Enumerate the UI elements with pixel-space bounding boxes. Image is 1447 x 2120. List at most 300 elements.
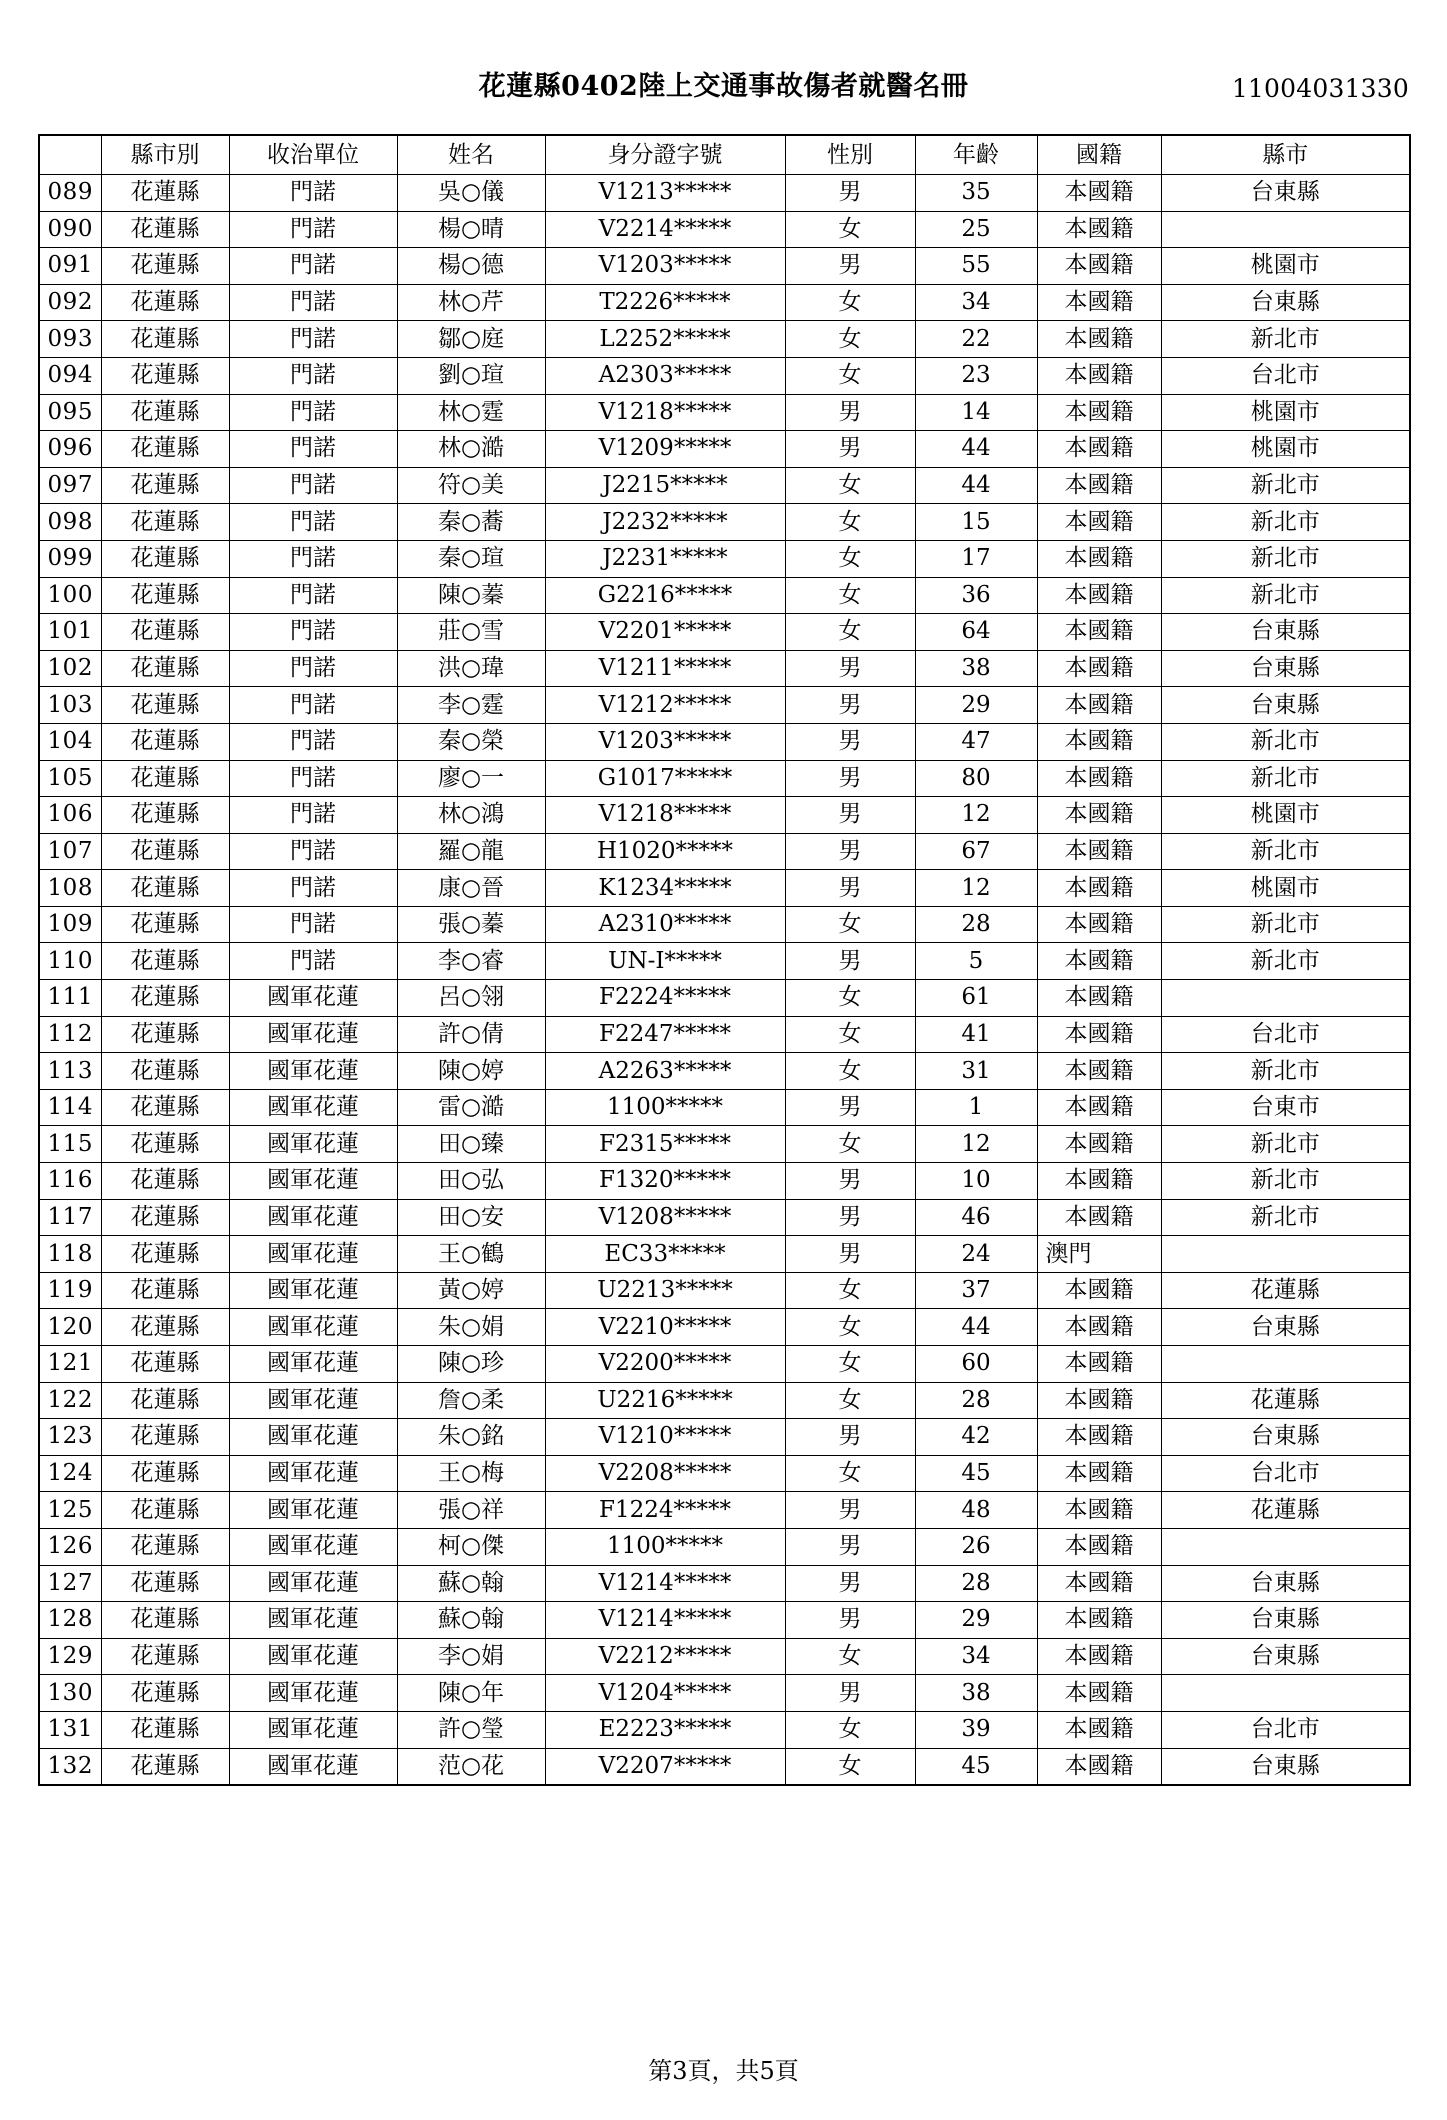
cell-name: 陳○蓁 <box>397 577 545 614</box>
table-row <box>39 1163 1410 1200</box>
cell-cnty: 台東縣 <box>1161 614 1410 651</box>
cell-id: J2231***** <box>545 540 785 577</box>
cell-unit: 國軍花蓮 <box>229 1089 397 1126</box>
cell-seq: 100 <box>39 577 101 614</box>
cell-cnty: 台東縣 <box>1161 687 1410 724</box>
cell-age: 23 <box>915 357 1037 394</box>
cell-sex: 男 <box>785 394 915 431</box>
cell-city: 花蓮縣 <box>101 394 229 431</box>
cell-nat: 本國籍 <box>1037 1675 1161 1712</box>
cell-unit: 門諾 <box>229 797 397 834</box>
cell-name: 柯○傑 <box>397 1528 545 1565</box>
cell-unit: 門諾 <box>229 248 397 285</box>
cell-city: 花蓮縣 <box>101 1346 229 1383</box>
table-header-row-group <box>39 135 1410 175</box>
cell-age: 15 <box>915 504 1037 541</box>
cell-seq: 096 <box>39 431 101 468</box>
table-row <box>39 1602 1410 1639</box>
cell-sex: 男 <box>785 1163 915 1200</box>
cell-id: A2310***** <box>545 906 785 943</box>
cell-name: 陳○珍 <box>397 1346 545 1383</box>
cell-cnty: 新北市 <box>1161 321 1410 358</box>
document-page <box>0 72 1447 2120</box>
cell-name: 朱○娟 <box>397 1309 545 1346</box>
cell-cnty: 花蓮縣 <box>1161 1272 1410 1309</box>
cell-unit: 國軍花蓮 <box>229 1602 397 1639</box>
cell-sex: 女 <box>785 540 915 577</box>
table-row <box>39 797 1410 834</box>
cell-unit: 門諾 <box>229 760 397 797</box>
cell-unit: 門諾 <box>229 833 397 870</box>
cell-name: 李○睿 <box>397 943 545 980</box>
cell-unit: 門諾 <box>229 357 397 394</box>
cell-city: 花蓮縣 <box>101 1455 229 1492</box>
cell-seq: 118 <box>39 1236 101 1273</box>
cell-nat: 本國籍 <box>1037 1199 1161 1236</box>
cell-name: 洪○瑋 <box>397 650 545 687</box>
cell-sex: 男 <box>785 1675 915 1712</box>
cell-name: 林○鴻 <box>397 797 545 834</box>
cell-city: 花蓮縣 <box>101 357 229 394</box>
cell-nat: 本國籍 <box>1037 650 1161 687</box>
cell-sex: 女 <box>785 1638 915 1675</box>
cell-nat: 本國籍 <box>1037 1053 1161 1090</box>
cell-name: 朱○銘 <box>397 1419 545 1456</box>
cell-city: 花蓮縣 <box>101 833 229 870</box>
column-header-id: 身分證字號 <box>545 135 785 175</box>
cell-seq: 126 <box>39 1528 101 1565</box>
cell-seq: 128 <box>39 1602 101 1639</box>
cell-unit: 國軍花蓮 <box>229 1346 397 1383</box>
cell-id: F1320***** <box>545 1163 785 1200</box>
cell-sex: 男 <box>785 687 915 724</box>
cell-cnty: 新北市 <box>1161 467 1410 504</box>
cell-name: 符○美 <box>397 467 545 504</box>
cell-seq: 094 <box>39 357 101 394</box>
cell-unit: 國軍花蓮 <box>229 1053 397 1090</box>
table-row <box>39 723 1410 760</box>
cell-cnty: 桃園市 <box>1161 431 1410 468</box>
cell-id: T2226***** <box>545 284 785 321</box>
cell-age: 55 <box>915 248 1037 285</box>
cell-id: U2213***** <box>545 1272 785 1309</box>
cell-nat: 本國籍 <box>1037 175 1161 212</box>
cell-cnty: 桃園市 <box>1161 797 1410 834</box>
cell-cnty: 花蓮縣 <box>1161 1492 1410 1529</box>
table-row <box>39 248 1410 285</box>
table-header-row <box>39 135 1410 175</box>
cell-seq: 098 <box>39 504 101 541</box>
cell-city: 花蓮縣 <box>101 467 229 504</box>
cell-age: 28 <box>915 1565 1037 1602</box>
cell-name: 許○倩 <box>397 1016 545 1053</box>
cell-seq: 107 <box>39 833 101 870</box>
cell-sex: 女 <box>785 321 915 358</box>
cell-nat: 本國籍 <box>1037 1382 1161 1419</box>
cell-city: 花蓮縣 <box>101 1126 229 1163</box>
cell-id: A2263***** <box>545 1053 785 1090</box>
cell-id: V1208***** <box>545 1199 785 1236</box>
cell-sex: 男 <box>785 431 915 468</box>
cell-cnty: 桃園市 <box>1161 870 1410 907</box>
cell-cnty: 台北市 <box>1161 357 1410 394</box>
cell-sex: 女 <box>785 211 915 248</box>
cell-nat: 本國籍 <box>1037 1565 1161 1602</box>
table-row <box>39 175 1410 212</box>
cell-sex: 女 <box>785 577 915 614</box>
cell-nat: 本國籍 <box>1037 577 1161 614</box>
cell-seq: 090 <box>39 211 101 248</box>
cell-seq: 093 <box>39 321 101 358</box>
cell-id: V1210***** <box>545 1419 785 1456</box>
cell-age: 64 <box>915 614 1037 651</box>
table-row <box>39 1272 1410 1309</box>
cell-nat: 本國籍 <box>1037 248 1161 285</box>
cell-nat: 本國籍 <box>1037 1602 1161 1639</box>
cell-id: U2216***** <box>545 1382 785 1419</box>
cell-sex: 女 <box>785 1748 915 1785</box>
cell-city: 花蓮縣 <box>101 1236 229 1273</box>
cell-age: 38 <box>915 650 1037 687</box>
cell-age: 36 <box>915 577 1037 614</box>
cell-age: 24 <box>915 1236 1037 1273</box>
table-row <box>39 1309 1410 1346</box>
cell-id: K1234***** <box>545 870 785 907</box>
cell-id: V2214***** <box>545 211 785 248</box>
table-row <box>39 284 1410 321</box>
cell-unit: 門諾 <box>229 723 397 760</box>
cell-age: 45 <box>915 1748 1037 1785</box>
cell-name: 劉○瑄 <box>397 357 545 394</box>
cell-cnty: 新北市 <box>1161 943 1410 980</box>
cell-seq: 101 <box>39 614 101 651</box>
column-header-age: 年齡 <box>915 135 1037 175</box>
cell-nat: 本國籍 <box>1037 687 1161 724</box>
cell-id: V1218***** <box>545 797 785 834</box>
cell-unit: 國軍花蓮 <box>229 1272 397 1309</box>
cell-cnty: 新北市 <box>1161 906 1410 943</box>
cell-city: 花蓮縣 <box>101 1199 229 1236</box>
cell-sex: 女 <box>785 1053 915 1090</box>
cell-seq: 102 <box>39 650 101 687</box>
cell-cnty: 台東縣 <box>1161 1309 1410 1346</box>
cell-sex: 女 <box>785 1016 915 1053</box>
cell-unit: 國軍花蓮 <box>229 1638 397 1675</box>
cell-name: 蘇○翰 <box>397 1602 545 1639</box>
cell-age: 41 <box>915 1016 1037 1053</box>
cell-seq: 091 <box>39 248 101 285</box>
cell-unit: 門諾 <box>229 687 397 724</box>
cell-seq: 103 <box>39 687 101 724</box>
cell-seq: 095 <box>39 394 101 431</box>
cell-age: 22 <box>915 321 1037 358</box>
page-title: 花蓮縣0402陸上交通事故傷者就醫名冊 <box>478 71 969 102</box>
cell-seq: 120 <box>39 1309 101 1346</box>
cell-nat: 本國籍 <box>1037 906 1161 943</box>
cell-seq: 127 <box>39 1565 101 1602</box>
cell-city: 花蓮縣 <box>101 906 229 943</box>
cell-nat: 本國籍 <box>1037 1309 1161 1346</box>
cell-id: J2232***** <box>545 504 785 541</box>
cell-age: 44 <box>915 431 1037 468</box>
cell-age: 26 <box>915 1528 1037 1565</box>
cell-cnty: 新北市 <box>1161 1126 1410 1163</box>
column-header-unit: 收治單位 <box>229 135 397 175</box>
cell-seq: 104 <box>39 723 101 760</box>
cell-seq: 124 <box>39 1455 101 1492</box>
cell-sex: 男 <box>785 1528 915 1565</box>
cell-age: 31 <box>915 1053 1037 1090</box>
cell-cnty: 新北市 <box>1161 723 1410 760</box>
cell-seq: 117 <box>39 1199 101 1236</box>
cell-seq: 131 <box>39 1711 101 1748</box>
cell-id: V1211***** <box>545 650 785 687</box>
cell-name: 李○霆 <box>397 687 545 724</box>
cell-age: 80 <box>915 760 1037 797</box>
cell-cnty: 桃園市 <box>1161 248 1410 285</box>
cell-name: 田○安 <box>397 1199 545 1236</box>
cell-name: 田○臻 <box>397 1126 545 1163</box>
cell-nat: 本國籍 <box>1037 1089 1161 1126</box>
table-row <box>39 980 1410 1017</box>
cell-city: 花蓮縣 <box>101 321 229 358</box>
cell-city: 花蓮縣 <box>101 1016 229 1053</box>
cell-city: 花蓮縣 <box>101 248 229 285</box>
cell-unit: 國軍花蓮 <box>229 1309 397 1346</box>
cell-unit: 門諾 <box>229 504 397 541</box>
cell-sex: 男 <box>785 1089 915 1126</box>
table-row <box>39 1528 1410 1565</box>
cell-age: 47 <box>915 723 1037 760</box>
cell-cnty: 新北市 <box>1161 833 1410 870</box>
cell-age: 10 <box>915 1163 1037 1200</box>
cell-unit: 國軍花蓮 <box>229 1199 397 1236</box>
cell-sex: 男 <box>785 1565 915 1602</box>
cell-age: 60 <box>915 1346 1037 1383</box>
cell-city: 花蓮縣 <box>101 175 229 212</box>
cell-name: 黃○婷 <box>397 1272 545 1309</box>
cell-id: V1204***** <box>545 1675 785 1712</box>
cell-unit: 門諾 <box>229 943 397 980</box>
cell-sex: 男 <box>785 723 915 760</box>
cell-name: 王○鶴 <box>397 1236 545 1273</box>
cell-cnty: 台東縣 <box>1161 1419 1410 1456</box>
cell-city: 花蓮縣 <box>101 723 229 760</box>
cell-sex: 男 <box>785 760 915 797</box>
cell-cnty: 桃園市 <box>1161 394 1410 431</box>
cell-seq: 123 <box>39 1419 101 1456</box>
cell-age: 1 <box>915 1089 1037 1126</box>
cell-id: F2224***** <box>545 980 785 1017</box>
cell-unit: 門諾 <box>229 211 397 248</box>
cell-city: 花蓮縣 <box>101 760 229 797</box>
cell-nat: 本國籍 <box>1037 1346 1161 1383</box>
cell-nat: 本國籍 <box>1037 833 1161 870</box>
cell-id: V2210***** <box>545 1309 785 1346</box>
cell-nat: 本國籍 <box>1037 723 1161 760</box>
cell-name: 張○蓁 <box>397 906 545 943</box>
column-header-seq <box>39 135 101 175</box>
cell-city: 花蓮縣 <box>101 1565 229 1602</box>
table-row <box>39 540 1410 577</box>
cell-age: 44 <box>915 467 1037 504</box>
cell-age: 44 <box>915 1309 1037 1346</box>
cell-sex: 男 <box>785 248 915 285</box>
cell-id: EC33***** <box>545 1236 785 1273</box>
cell-city: 花蓮縣 <box>101 797 229 834</box>
cell-id: F2247***** <box>545 1016 785 1053</box>
cell-age: 61 <box>915 980 1037 1017</box>
cell-id: A2303***** <box>545 357 785 394</box>
cell-cnty <box>1161 211 1410 248</box>
cell-city: 花蓮縣 <box>101 1492 229 1529</box>
cell-city: 花蓮縣 <box>101 1382 229 1419</box>
table-row <box>39 1236 1410 1273</box>
cell-name: 林○芹 <box>397 284 545 321</box>
cell-city: 花蓮縣 <box>101 614 229 651</box>
cell-seq: 130 <box>39 1675 101 1712</box>
table-row <box>39 870 1410 907</box>
cell-name: 陳○年 <box>397 1675 545 1712</box>
table-row <box>39 1675 1410 1712</box>
cell-unit: 國軍花蓮 <box>229 1419 397 1456</box>
document-number: 11004031330 <box>1231 74 1409 103</box>
cell-unit: 國軍花蓮 <box>229 1236 397 1273</box>
cell-name: 李○娟 <box>397 1638 545 1675</box>
cell-id: H1020***** <box>545 833 785 870</box>
cell-cnty: 台東縣 <box>1161 1602 1410 1639</box>
cell-nat: 本國籍 <box>1037 1272 1161 1309</box>
cell-nat: 本國籍 <box>1037 1163 1161 1200</box>
cell-sex: 女 <box>785 614 915 651</box>
table-row <box>39 1126 1410 1163</box>
column-header-sex: 性別 <box>785 135 915 175</box>
cell-age: 45 <box>915 1455 1037 1492</box>
cell-unit: 門諾 <box>229 650 397 687</box>
cell-unit: 門諾 <box>229 467 397 504</box>
cell-city: 花蓮縣 <box>101 211 229 248</box>
cell-id: V1203***** <box>545 248 785 285</box>
cell-nat: 本國籍 <box>1037 357 1161 394</box>
cell-seq: 106 <box>39 797 101 834</box>
cell-age: 25 <box>915 211 1037 248</box>
cell-name: 林○霆 <box>397 394 545 431</box>
cell-city: 花蓮縣 <box>101 1272 229 1309</box>
cell-nat: 本國籍 <box>1037 540 1161 577</box>
cell-id: UN-I***** <box>545 943 785 980</box>
cell-name: 秦○榮 <box>397 723 545 760</box>
table-row <box>39 1492 1410 1529</box>
cell-nat: 澳門 <box>1037 1236 1161 1273</box>
cell-nat: 本國籍 <box>1037 431 1161 468</box>
cell-seq: 099 <box>39 540 101 577</box>
cell-id: V1209***** <box>545 431 785 468</box>
cell-city: 花蓮縣 <box>101 980 229 1017</box>
cell-name: 秦○蕎 <box>397 504 545 541</box>
cell-name: 秦○瑄 <box>397 540 545 577</box>
cell-name: 康○晉 <box>397 870 545 907</box>
cell-sex: 女 <box>785 284 915 321</box>
cell-name: 張○祥 <box>397 1492 545 1529</box>
cell-id: V1218***** <box>545 394 785 431</box>
cell-unit: 門諾 <box>229 870 397 907</box>
cell-city: 花蓮縣 <box>101 1748 229 1785</box>
cell-seq: 132 <box>39 1748 101 1785</box>
cell-name: 鄒○庭 <box>397 321 545 358</box>
column-header-city: 縣市別 <box>101 135 229 175</box>
table-row <box>39 760 1410 797</box>
cell-age: 12 <box>915 1126 1037 1163</box>
cell-name: 廖○一 <box>397 760 545 797</box>
cell-sex: 男 <box>785 650 915 687</box>
cell-age: 5 <box>915 943 1037 980</box>
cell-sex: 男 <box>785 1236 915 1273</box>
cell-sex: 女 <box>785 1711 915 1748</box>
cell-name: 許○瑩 <box>397 1711 545 1748</box>
cell-sex: 男 <box>785 175 915 212</box>
cell-cnty: 新北市 <box>1161 1053 1410 1090</box>
cell-name: 林○澔 <box>397 431 545 468</box>
table-row <box>39 1419 1410 1456</box>
cell-id: V2208***** <box>545 1455 785 1492</box>
cell-nat: 本國籍 <box>1037 1016 1161 1053</box>
cell-age: 29 <box>915 1602 1037 1639</box>
cell-sex: 男 <box>785 1419 915 1456</box>
cell-sex: 女 <box>785 1382 915 1419</box>
cell-id: F1224***** <box>545 1492 785 1529</box>
roster-table-container <box>38 134 1409 1786</box>
cell-id: G2216***** <box>545 577 785 614</box>
table-row <box>39 906 1410 943</box>
cell-id: V1214***** <box>545 1602 785 1639</box>
cell-id: V1203***** <box>545 723 785 760</box>
cell-age: 67 <box>915 833 1037 870</box>
cell-nat: 本國籍 <box>1037 870 1161 907</box>
cell-sex: 男 <box>785 1199 915 1236</box>
cell-city: 花蓮縣 <box>101 504 229 541</box>
cell-age: 29 <box>915 687 1037 724</box>
cell-name: 呂○翎 <box>397 980 545 1017</box>
cell-cnty: 新北市 <box>1161 1163 1410 1200</box>
cell-seq: 112 <box>39 1016 101 1053</box>
cell-city: 花蓮縣 <box>101 1638 229 1675</box>
cell-nat: 本國籍 <box>1037 1638 1161 1675</box>
cell-cnty <box>1161 1346 1410 1383</box>
table-row <box>39 467 1410 504</box>
cell-seq: 122 <box>39 1382 101 1419</box>
document-header <box>0 72 1447 134</box>
cell-cnty: 台東縣 <box>1161 1565 1410 1602</box>
cell-city: 花蓮縣 <box>101 1053 229 1090</box>
table-row <box>39 687 1410 724</box>
cell-cnty: 台東市 <box>1161 1089 1410 1126</box>
cell-age: 14 <box>915 394 1037 431</box>
cell-sex: 男 <box>785 870 915 907</box>
cell-id: G1017***** <box>545 760 785 797</box>
table-row <box>39 943 1410 980</box>
cell-cnty: 台東縣 <box>1161 284 1410 321</box>
cell-nat: 本國籍 <box>1037 467 1161 504</box>
cell-cnty: 台北市 <box>1161 1016 1410 1053</box>
cell-unit: 國軍花蓮 <box>229 1675 397 1712</box>
cell-cnty: 新北市 <box>1161 1199 1410 1236</box>
cell-city: 花蓮縣 <box>101 1711 229 1748</box>
cell-nat: 本國籍 <box>1037 1419 1161 1456</box>
cell-id: F2315***** <box>545 1126 785 1163</box>
cell-cnty: 台北市 <box>1161 1711 1410 1748</box>
cell-unit: 國軍花蓮 <box>229 1492 397 1529</box>
cell-unit: 門諾 <box>229 431 397 468</box>
